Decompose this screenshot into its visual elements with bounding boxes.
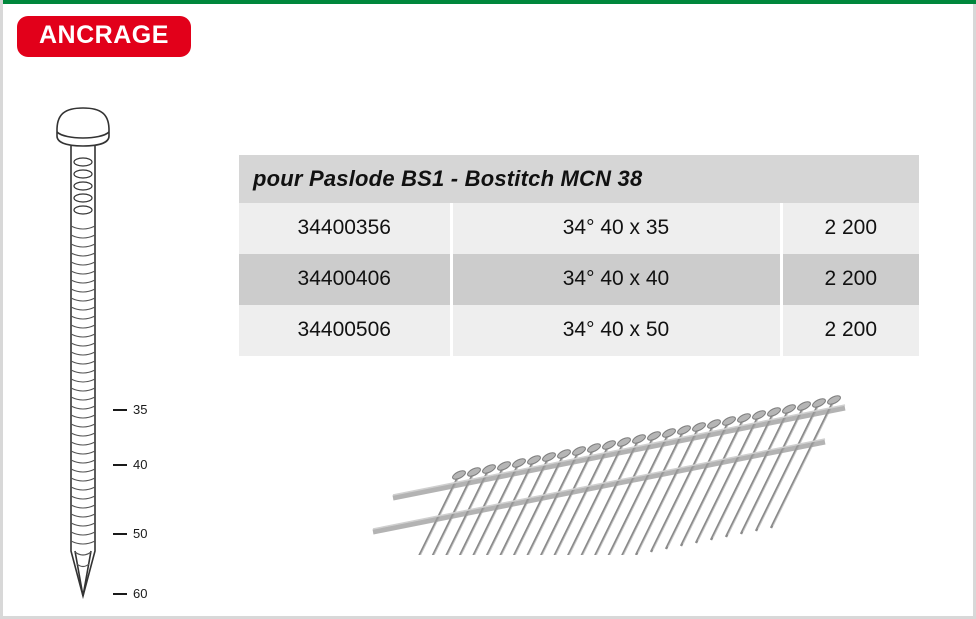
top-green-rule [3,0,976,4]
cell-reference: 34400406 [239,254,451,305]
cell-dimension: 34° 40 x 35 [451,203,781,254]
cell-quantity: 2 200 [781,305,919,356]
scale-value: 40 [133,457,148,472]
scale-tick-icon [113,464,127,466]
table-row [239,305,919,356]
category-badge: ANCRAGE [17,16,191,57]
angled-nail-strip-drawing [333,380,893,555]
scale-value: 60 [133,586,148,601]
scale-label [113,402,147,417]
scale-tick-icon [113,593,127,595]
scale-tick-icon [113,409,127,411]
scale-tick-icon [113,533,127,535]
nail-scale-labels [113,96,203,611]
scale-value: 50 [133,526,148,541]
table-row [239,254,919,305]
product-table [239,155,919,356]
scale-label [113,457,147,472]
cell-dimension: 34° 40 x 40 [451,254,781,305]
cell-dimension: 34° 40 x 50 [451,305,781,356]
cell-reference: 34400506 [239,305,451,356]
scale-label [113,586,147,601]
table-header-title: pour Paslode BS1 - Bostitch MCN 38 [239,155,919,203]
scale-value: 35 [133,402,148,417]
cell-quantity: 2 200 [781,203,919,254]
scale-label [113,526,147,541]
cell-quantity: 2 200 [781,254,919,305]
table-row [239,203,919,254]
cell-reference: 34400356 [239,203,451,254]
